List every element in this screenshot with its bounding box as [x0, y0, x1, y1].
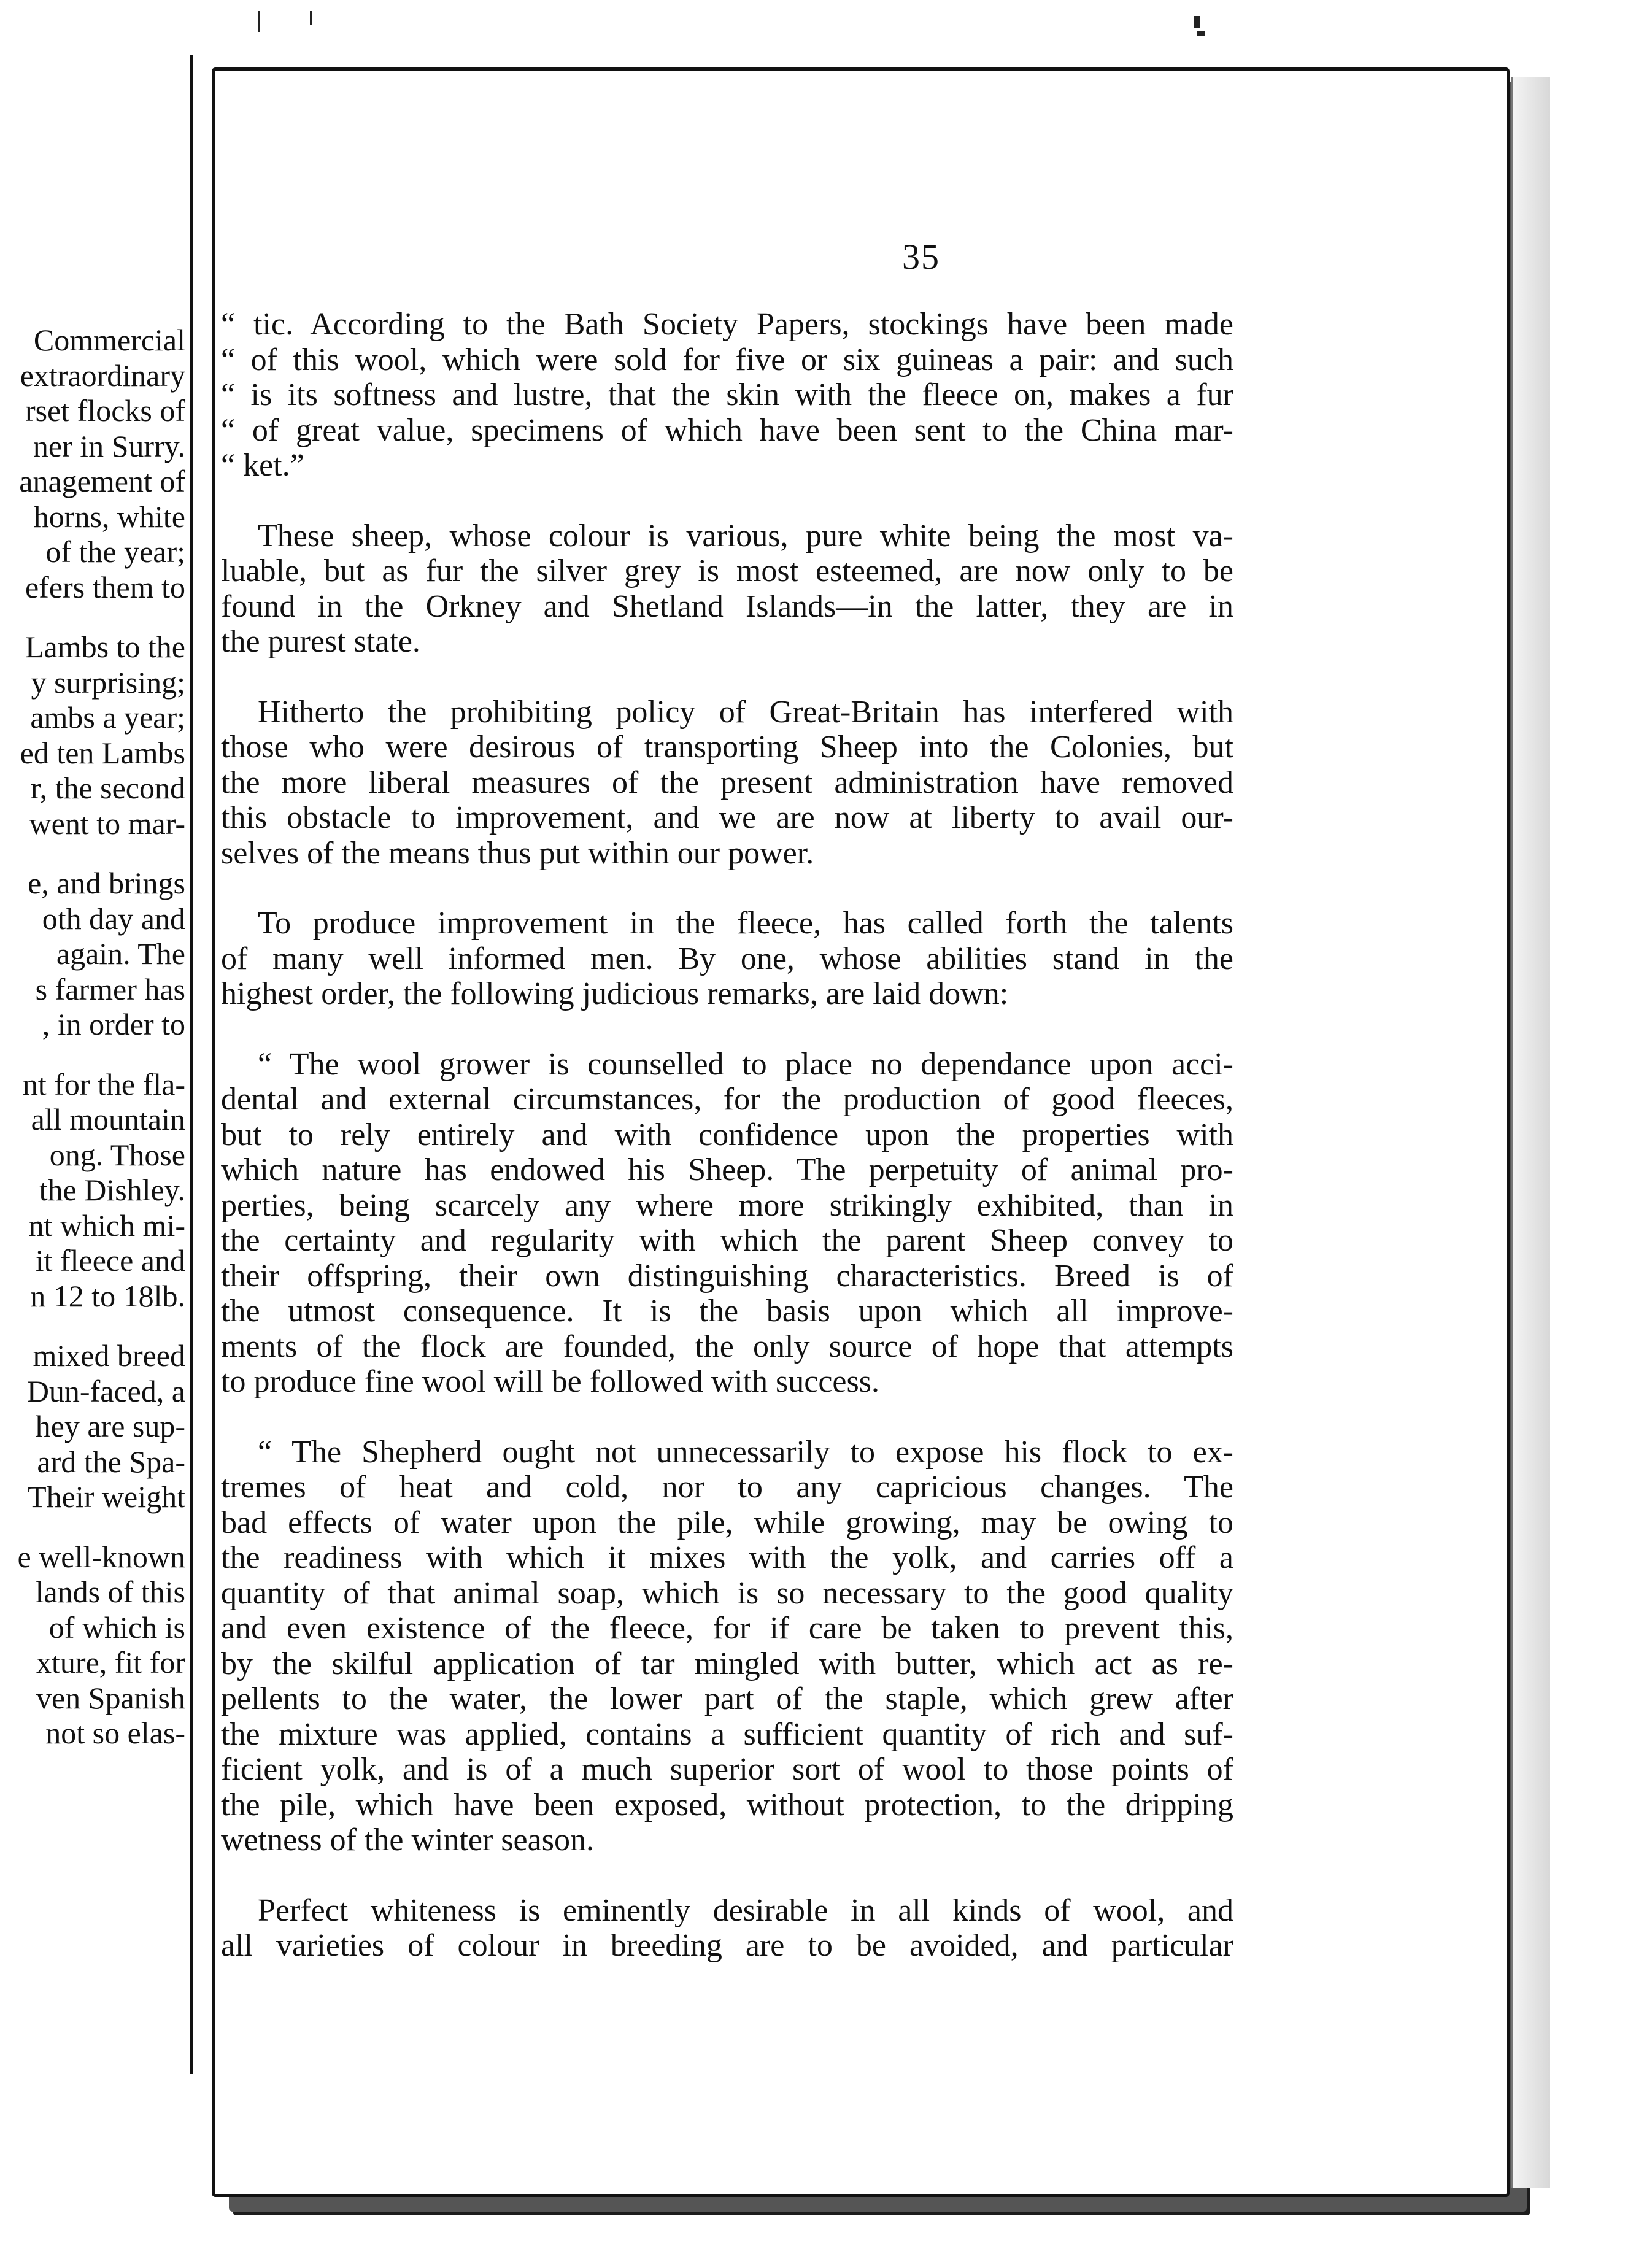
text-line: the pile, which have been exposed, without protection, to the dripping [221, 1787, 1233, 1822]
paragraph [221, 906, 1233, 1012]
paragraph [221, 519, 1233, 660]
left-facing-page [0, 55, 193, 2074]
scan-mark [1194, 16, 1200, 28]
left-page-line: n 12 to 18lb. [30, 1278, 185, 1313]
left-page-line: of the year; [45, 534, 185, 569]
text-line: Hitherto the prohibiting policy of Great-Britain has interfered with [258, 694, 1233, 730]
left-page-line: ong. Those [49, 1137, 185, 1172]
text-line: These sheep, whose colour is various, pure white being the most va- [258, 518, 1233, 554]
left-page-line: ard the Spa- [37, 1444, 185, 1479]
paragraph [221, 1893, 1233, 1964]
left-page-line: e, and brings [28, 866, 185, 900]
text-line: bad effects of water upon the pile, while growing, may be owing to [221, 1505, 1233, 1540]
left-page-line: again. The [56, 936, 185, 971]
text-line: To produce improvement in the fleece, has called forth the talents [258, 906, 1233, 941]
text-line: those who were desirous of transporting Sheep into the Colonies, but [221, 730, 1233, 765]
text-line: perties, being scarcely any where more strikingly exhibited, than in [221, 1187, 1233, 1223]
left-page-line: nt which mi- [28, 1208, 185, 1243]
text-line: the certainty and regularity with which the parent Sheep convey to [221, 1223, 1233, 1258]
text-line: ments of the flock are founded, the only source of hope that attempts [221, 1329, 1233, 1364]
left-page-line: s farmer has [35, 971, 185, 1006]
left-page-line: Commercial [33, 323, 185, 357]
left-page-line: hey are sup- [35, 1409, 185, 1443]
text-line: Perfect whiteness is eminently desirable in all kinds of wool, and [258, 1892, 1233, 1928]
text-line: quantity of that animal soap, which is so necessary to the good quality [221, 1575, 1233, 1611]
text-line: to produce fine wool will be followed with success. [221, 1364, 879, 1399]
text-line: “ of this wool, which were sold for five or six guineas a pair: and such [221, 342, 1233, 377]
left-page-line: Lambs to the [25, 630, 185, 664]
left-page-line: ed ten Lambs [20, 735, 185, 770]
left-page-line: rset flocks of [25, 393, 185, 428]
text-line: “ ket.” [221, 448, 304, 483]
left-page-line: xture, fit for [36, 1645, 185, 1680]
scan-mark [310, 11, 312, 25]
scan-mark [1197, 31, 1205, 36]
text-line: highest order, the following judicious remarks, are laid down: [221, 976, 1009, 1011]
left-page-line: oth day and [42, 901, 185, 936]
left-page-line: horns, white [33, 499, 185, 534]
page-body-text [221, 307, 1233, 1999]
left-page-line: , in order to [42, 1007, 185, 1041]
text-line: “ tic. According to the Bath Society Papers, stockings have been made [221, 307, 1233, 342]
text-line: but to rely entirely and with confidence upon the properties with [221, 1117, 1233, 1152]
left-page-line: went to mar- [29, 806, 185, 841]
left-page-line: e well-known [17, 1539, 185, 1574]
text-line: selves of the means thus put within our power. [221, 835, 814, 871]
text-line: “ is its softness and lustre, that the skin with the fleece on, makes a fur [221, 377, 1233, 412]
text-line: found in the Orkney and Shetland Islands—in the latter, they are in [221, 588, 1233, 624]
page-number: 35 [902, 237, 940, 277]
text-line: “ The Shepherd ought not unnecessarily to expose his flock to ex- [258, 1434, 1233, 1470]
left-page-line: r, the second [30, 771, 185, 805]
left-page-line: lands of this [35, 1575, 185, 1609]
text-line: this obstacle to improvement, and we are now at liberty to avail our- [221, 800, 1233, 835]
text-line: pellents to the water, the lower part of the staple, which grew after [221, 1681, 1233, 1716]
paragraph [221, 307, 1233, 484]
scan-edge-marks [0, 0, 1652, 49]
text-line: the purest state. [221, 624, 420, 659]
left-page-text [0, 55, 190, 2074]
text-line: the mixture was applied, contains a sufficient quantity of rich and suf- [221, 1716, 1233, 1752]
left-page-line: Their weight [28, 1479, 185, 1514]
left-page-line: y surprising; [31, 665, 185, 700]
left-page-line: nt for the fla- [22, 1066, 185, 1101]
left-page-line: the Dishley. [39, 1173, 185, 1207]
paragraph [221, 1047, 1233, 1400]
left-page-line: it fleece and [35, 1243, 185, 1278]
text-line: “ The wool grower is counselled to place no dependance upon acci- [258, 1046, 1233, 1082]
left-page-line: mixed breed [33, 1338, 185, 1373]
text-line: wetness of the winter season. [221, 1822, 594, 1857]
text-line: dental and external circumstances, for the production of good fleeces, [221, 1082, 1233, 1117]
scan-mark [258, 11, 260, 32]
left-page-line: all mountain [31, 1102, 185, 1136]
text-line: by the skilful application of tar mingled with butter, which act as re- [221, 1646, 1233, 1681]
text-line: the readiness with which it mixes with the yolk, and carries off a [221, 1540, 1233, 1575]
text-line: and even existence of the fleece, for if care be taken to prevent this, [221, 1611, 1233, 1646]
left-page-line: ambs a year; [30, 700, 185, 735]
text-line: “ of great value, specimens of which have been sent to the China mar- [221, 412, 1233, 448]
text-line: tremes of heat and cold, nor to any capricious changes. The [221, 1470, 1233, 1505]
left-page-line: efers them to [25, 569, 185, 604]
text-line: the utmost consequence. It is the basis upon which all improve- [221, 1294, 1233, 1329]
paragraph [221, 695, 1233, 871]
text-line: luable, but as fur the silver grey is most esteemed, are now only to be [221, 554, 1233, 588]
text-line: all varieties of colour in breeding are to be avoided, and particular [221, 1928, 1233, 1963]
left-page-line: ven Spanish [36, 1680, 185, 1715]
text-line: of many well informed men. By one, whose abilities stand in the [221, 941, 1233, 976]
left-page-line: of which is [48, 1610, 185, 1645]
left-page-line: ner in Surry. [33, 428, 185, 463]
left-page-line: Dun-faced, a [26, 1373, 185, 1408]
paragraph [221, 1435, 1233, 1858]
left-page-line: not so elas- [45, 1716, 185, 1750]
text-line: ficient yolk, and is of a much superior sort of wool to those points of [221, 1752, 1233, 1787]
text-line: the more liberal measures of the present administration have removed [221, 765, 1233, 800]
left-page-line: anagement of [19, 464, 185, 498]
text-line: which nature has endowed his Sheep. The perpetuity of animal pro- [221, 1152, 1233, 1187]
text-line: their offspring, their own distinguishing characteristics. Breed is of [221, 1258, 1233, 1294]
left-page-line: extraordinary [20, 358, 185, 393]
